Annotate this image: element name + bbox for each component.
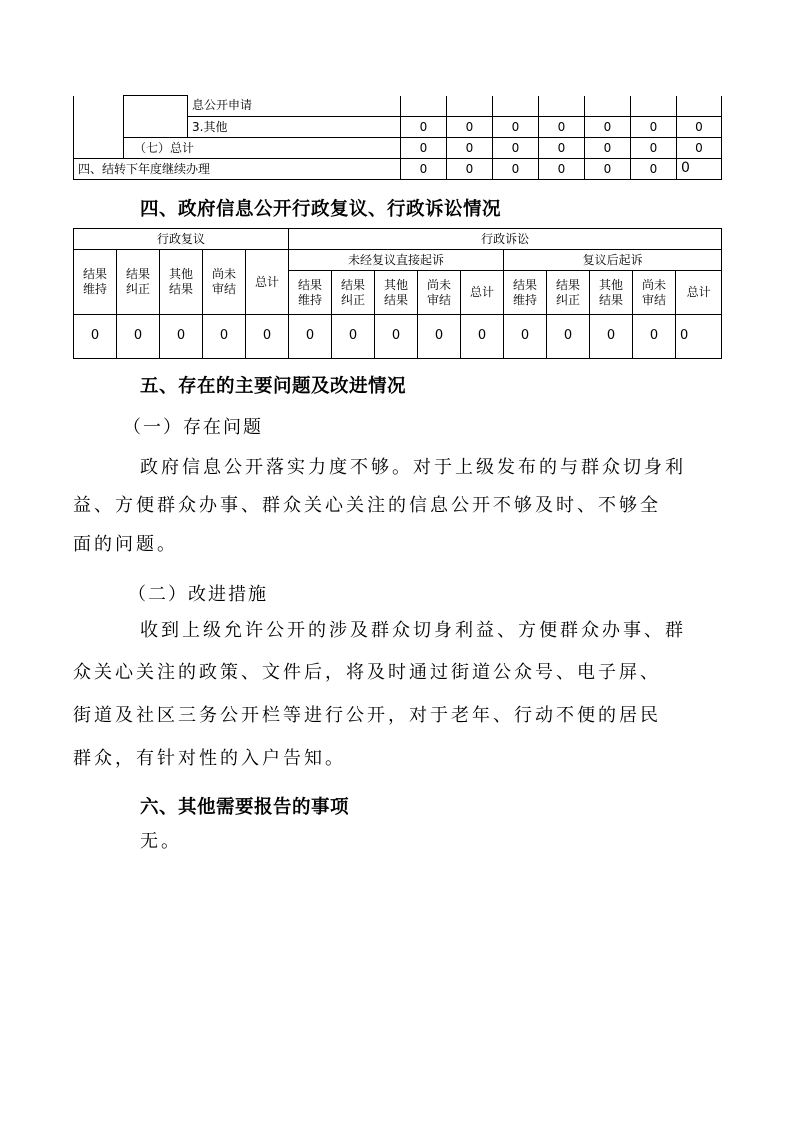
table-cell: 0 — [461, 315, 504, 359]
table-row — [74, 96, 722, 117]
column-header: 总计 — [246, 250, 289, 315]
table-cell: 0 — [677, 117, 722, 138]
subsection-heading: （一）存在问题 — [123, 417, 263, 438]
table-cell: 0 — [332, 315, 375, 359]
table-cell: 0 — [585, 159, 631, 180]
table-header-row — [74, 250, 722, 271]
after-review-suit-header: 复议后起诉 — [504, 250, 722, 271]
table-cell: 0 — [401, 138, 447, 159]
paragraph-line: 无。 — [140, 831, 182, 852]
table-cell: 0 — [289, 315, 332, 359]
table-cell: 0 — [539, 138, 585, 159]
column-header: 结果 维持 — [289, 271, 332, 315]
paragraph-line: 面的问题。 — [73, 534, 178, 555]
paragraph-line: 群众，有针对性的入户告知。 — [73, 748, 346, 769]
paragraph-line: 政府信息公开落实力度不够。对于上级发布的与群众切身利 — [140, 457, 686, 478]
table-cell: 0 — [585, 117, 631, 138]
table-cell: 0 — [677, 159, 722, 180]
table-cell: 0 — [585, 138, 631, 159]
table-cell: 0 — [375, 315, 418, 359]
review-litigation-table — [73, 228, 722, 359]
table-cell: 0 — [117, 315, 160, 359]
admin-review-header: 行政复议 — [74, 229, 289, 250]
table-cell: 0 — [504, 315, 547, 359]
table-cell: 0 — [401, 159, 447, 180]
table-cell: 0 — [447, 159, 493, 180]
column-header: 结果 纠正 — [332, 271, 375, 315]
table-cell: 0 — [74, 315, 117, 359]
column-header: 结果 维持 — [74, 250, 117, 315]
column-header: 结果 纠正 — [117, 250, 160, 315]
paragraph-line: 益、方便群众办事、群众关心关注的信息公开不够及时、不够全 — [73, 495, 661, 516]
row-label: （七）总计 — [124, 138, 401, 159]
table-cell: 0 — [547, 315, 590, 359]
column-header: 总计 — [676, 271, 722, 315]
section-heading: 四、政府信息公开行政复议、行政诉讼情况 — [140, 199, 502, 220]
table-cell: 0 — [447, 117, 493, 138]
table-row — [74, 159, 722, 180]
subsection-heading: （二）改进措施 — [128, 584, 268, 605]
table-row — [74, 315, 722, 359]
table-cell: 0 — [401, 117, 447, 138]
top-table — [73, 95, 722, 180]
table-cell: 0 — [539, 159, 585, 180]
paragraph-line: 街道及社区三务公开栏等进行公开，对于老年、行动不便的居民 — [73, 705, 661, 726]
table-cell: 0 — [631, 117, 677, 138]
table-header-row — [74, 229, 722, 250]
column-header: 总计 — [461, 271, 504, 315]
column-header: 尚未 审结 — [418, 271, 461, 315]
table-cell: 0 — [246, 315, 289, 359]
section-heading: 六、其他需要报告的事项 — [140, 797, 350, 818]
column-header: 尚未 审结 — [203, 250, 246, 315]
paragraph-line: 收到上级允许公开的涉及群众切身利益、方便群众办事、群 — [140, 620, 686, 641]
section-heading: 五、存在的主要问题及改进情况 — [140, 376, 407, 397]
table-row — [74, 138, 722, 159]
table-cell: 0 — [493, 138, 539, 159]
table-cell: 0 — [539, 117, 585, 138]
table-cell: 0 — [633, 315, 676, 359]
table-cell: 0 — [160, 315, 203, 359]
column-header: 结果 纠正 — [547, 271, 590, 315]
paragraph-line: 众关心关注的政策、文件后，将及时通过街道公众号、电子屏、 — [73, 662, 661, 683]
row-label: 四、结转下年度继续办理 — [74, 159, 401, 180]
table-cell: 0 — [418, 315, 461, 359]
table-cell: 0 — [631, 138, 677, 159]
direct-suit-header: 未经复议直接起诉 — [289, 250, 504, 271]
table-cell: 0 — [203, 315, 246, 359]
column-header: 其他 结果 — [160, 250, 203, 315]
table-cell: 0 — [677, 138, 722, 159]
column-header: 结果 维持 — [504, 271, 547, 315]
admin-litigation-header: 行政诉讼 — [289, 229, 722, 250]
table-cell: 0 — [493, 117, 539, 138]
table-cell: 0 — [631, 159, 677, 180]
row-label: 3.其他 — [188, 117, 401, 138]
table-cell: 0 — [447, 138, 493, 159]
column-header: 其他 结果 — [375, 271, 418, 315]
table-cell: 0 — [493, 159, 539, 180]
column-header: 其他 结果 — [590, 271, 633, 315]
table-cell: 0 — [676, 315, 722, 359]
row-label: 息公开申请 — [188, 96, 401, 117]
column-header: 尚未 审结 — [633, 271, 676, 315]
table-cell: 0 — [590, 315, 633, 359]
